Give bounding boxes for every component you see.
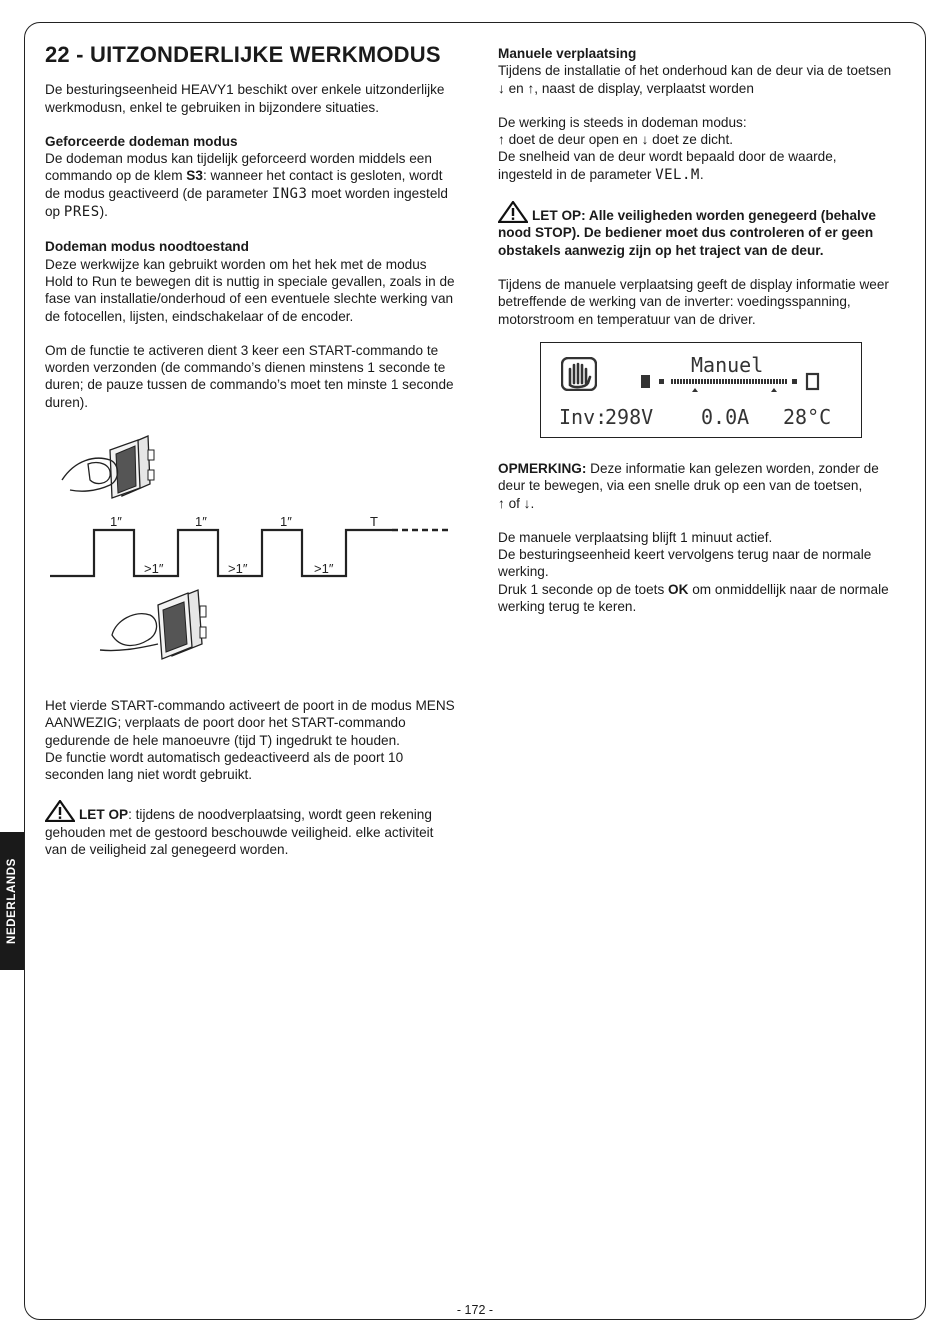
right-column-lower xyxy=(498,460,908,615)
current-readout: 0.0A xyxy=(701,405,750,429)
manual-mode-line: ↑ doet de deur open en ↓ doet ze dicht. xyxy=(498,132,734,148)
intro-paragraph: De besturingseenheid HEAVY1 beschikt over enkele uitzonderlijke werkmodusn, enkel te gebruiken in bijzondere situaties. xyxy=(45,82,445,115)
pulse-label: 1″ xyxy=(280,514,292,529)
ok-key-label: OK xyxy=(668,581,689,597)
manual-line: ↓ en ↑, naast de display, verplaatst worden xyxy=(498,80,754,96)
emergency-paragraph: Deze werkwijze kan gebruikt worden om het hek met de modus Hold to Run te bewegen dit is nuttig in speciale gevallen, zoals in de fase van installatie/onderhoud of een eventuele slechte werking van de fotocellen, lijsten, eindschakelaar of de encoder. xyxy=(45,256,455,324)
forced-paragraph: De dodeman modus kan tijdelijk geforceerd worden middels een commando op de klem S3: wanneer het contact is gesloten, wordt de modus geactiveerd (de parameter ING3 moet worden ingesteld op PRES). xyxy=(45,151,448,221)
param-ing3: ING3 xyxy=(271,185,308,202)
forced-heading: Geforceerde dodeman modus xyxy=(45,133,238,149)
warning-icon xyxy=(498,201,528,223)
pulse-label: 1″ xyxy=(110,514,122,529)
pause-label: >1″ xyxy=(228,561,248,576)
push-button-icon-bottom xyxy=(100,590,206,659)
hand-icon xyxy=(561,357,597,391)
left-column xyxy=(45,42,457,411)
timing-diagram xyxy=(40,430,460,670)
activate-paragraph: Om de functie te activeren dient 3 keer een START-commando te worden verzonden (de commando’s dienen minstens 1 seconde te duren; de pauze tussen de commando’s moet ten minste 1 seconde duren). xyxy=(45,342,454,410)
inverter-label: Inv: xyxy=(559,405,608,429)
closing-line: Druk 1 seconde op de toets OK om onmiddellijk naar de normale werking terug te keren. xyxy=(498,581,889,615)
warning-manual: LET OP: Alle veiligheden worden genegeerd (behalve nood STOP). De bediener moet dus controleren of er geen obstakels aanwezig zijn op het traject van de deur. xyxy=(498,201,908,259)
push-button-icon-top xyxy=(62,436,154,498)
emergency-heading: Dodeman modus noodtoestand xyxy=(45,239,249,255)
note-label: OPMERKING: xyxy=(498,461,587,476)
pause-label: >1″ xyxy=(314,561,334,576)
terminal-label: S3 xyxy=(186,168,203,184)
closing-line: De manuele verplaatsing blijft 1 minuut actief. xyxy=(498,529,773,545)
pulse-waveform xyxy=(50,530,392,576)
pulse-label-t: T xyxy=(370,514,378,529)
pause-label: >1″ xyxy=(144,561,164,576)
param-pres: PRES xyxy=(63,204,100,221)
note-keys: ↑ of ↓. xyxy=(498,495,535,511)
position-bar xyxy=(639,371,827,397)
display-mode: Manuel xyxy=(691,353,764,377)
voltage-readout: 298V xyxy=(605,405,654,429)
warning-icon xyxy=(45,800,75,822)
display-info-paragraph: Tijdens de manuele verplaatsing geeft de display informatie weer betreffende de werking van de inverter: voedingsspanning, motorstroom en temperatuur van de driver. xyxy=(498,276,889,327)
left-column-lower xyxy=(45,697,457,858)
closing-line: De besturingseenheid keert vervolgens terug naar de normale werking. xyxy=(498,547,872,580)
warning-label: LET OP xyxy=(79,807,129,823)
right-column xyxy=(498,45,908,328)
fourth-command-paragraph: Het vierde START-commando activeert de poort in de modus MENS AANWEZIG; verplaats de poort door het START-commando gedurende de hele manoeuvre (tijd T) ingedrukt te houden. xyxy=(45,698,455,748)
page-number: - 172 - xyxy=(456,1303,494,1317)
warning-emergency: LET OP: tijdens de noodverplaatsing, wordt geen rekening gehouden met de gestoord beschouwde veiligheid. elke activiteit van de veiligheid zal genegeerd worden. xyxy=(45,800,457,858)
language-tab: NEDERLANDS xyxy=(0,832,24,970)
auto-deactivate-paragraph: De functie wordt automatisch gedeactiveerd als de poort 10 seconden lang niet wordt gebruikt. xyxy=(45,749,404,783)
pulse-label: 1″ xyxy=(195,514,207,529)
lcd-display xyxy=(540,342,862,438)
param-velm: VEL.M xyxy=(655,166,700,183)
page-title: 22 - UITZONDERLIJKE WERKMODUS xyxy=(45,42,441,67)
speed-line: ingesteld in de parameter VEL.M. xyxy=(498,166,704,183)
speed-line: De snelheid van de deur wordt bepaald door de waarde, xyxy=(498,149,837,165)
temperature-readout: 28°C xyxy=(783,405,832,429)
note-paragraph: OPMERKING: Deze informatie kan gelezen worden, zonder de deur te bewegen, via een snelle druk op een van de toetsen, xyxy=(498,461,879,494)
manual-line: Tijdens de installatie of het onderhoud kan de deur via de toetsen xyxy=(498,63,892,79)
manual-mode-line: De werking is steeds in dodeman modus: xyxy=(498,114,747,130)
manual-heading: Manuele verplaatsing xyxy=(498,46,637,61)
